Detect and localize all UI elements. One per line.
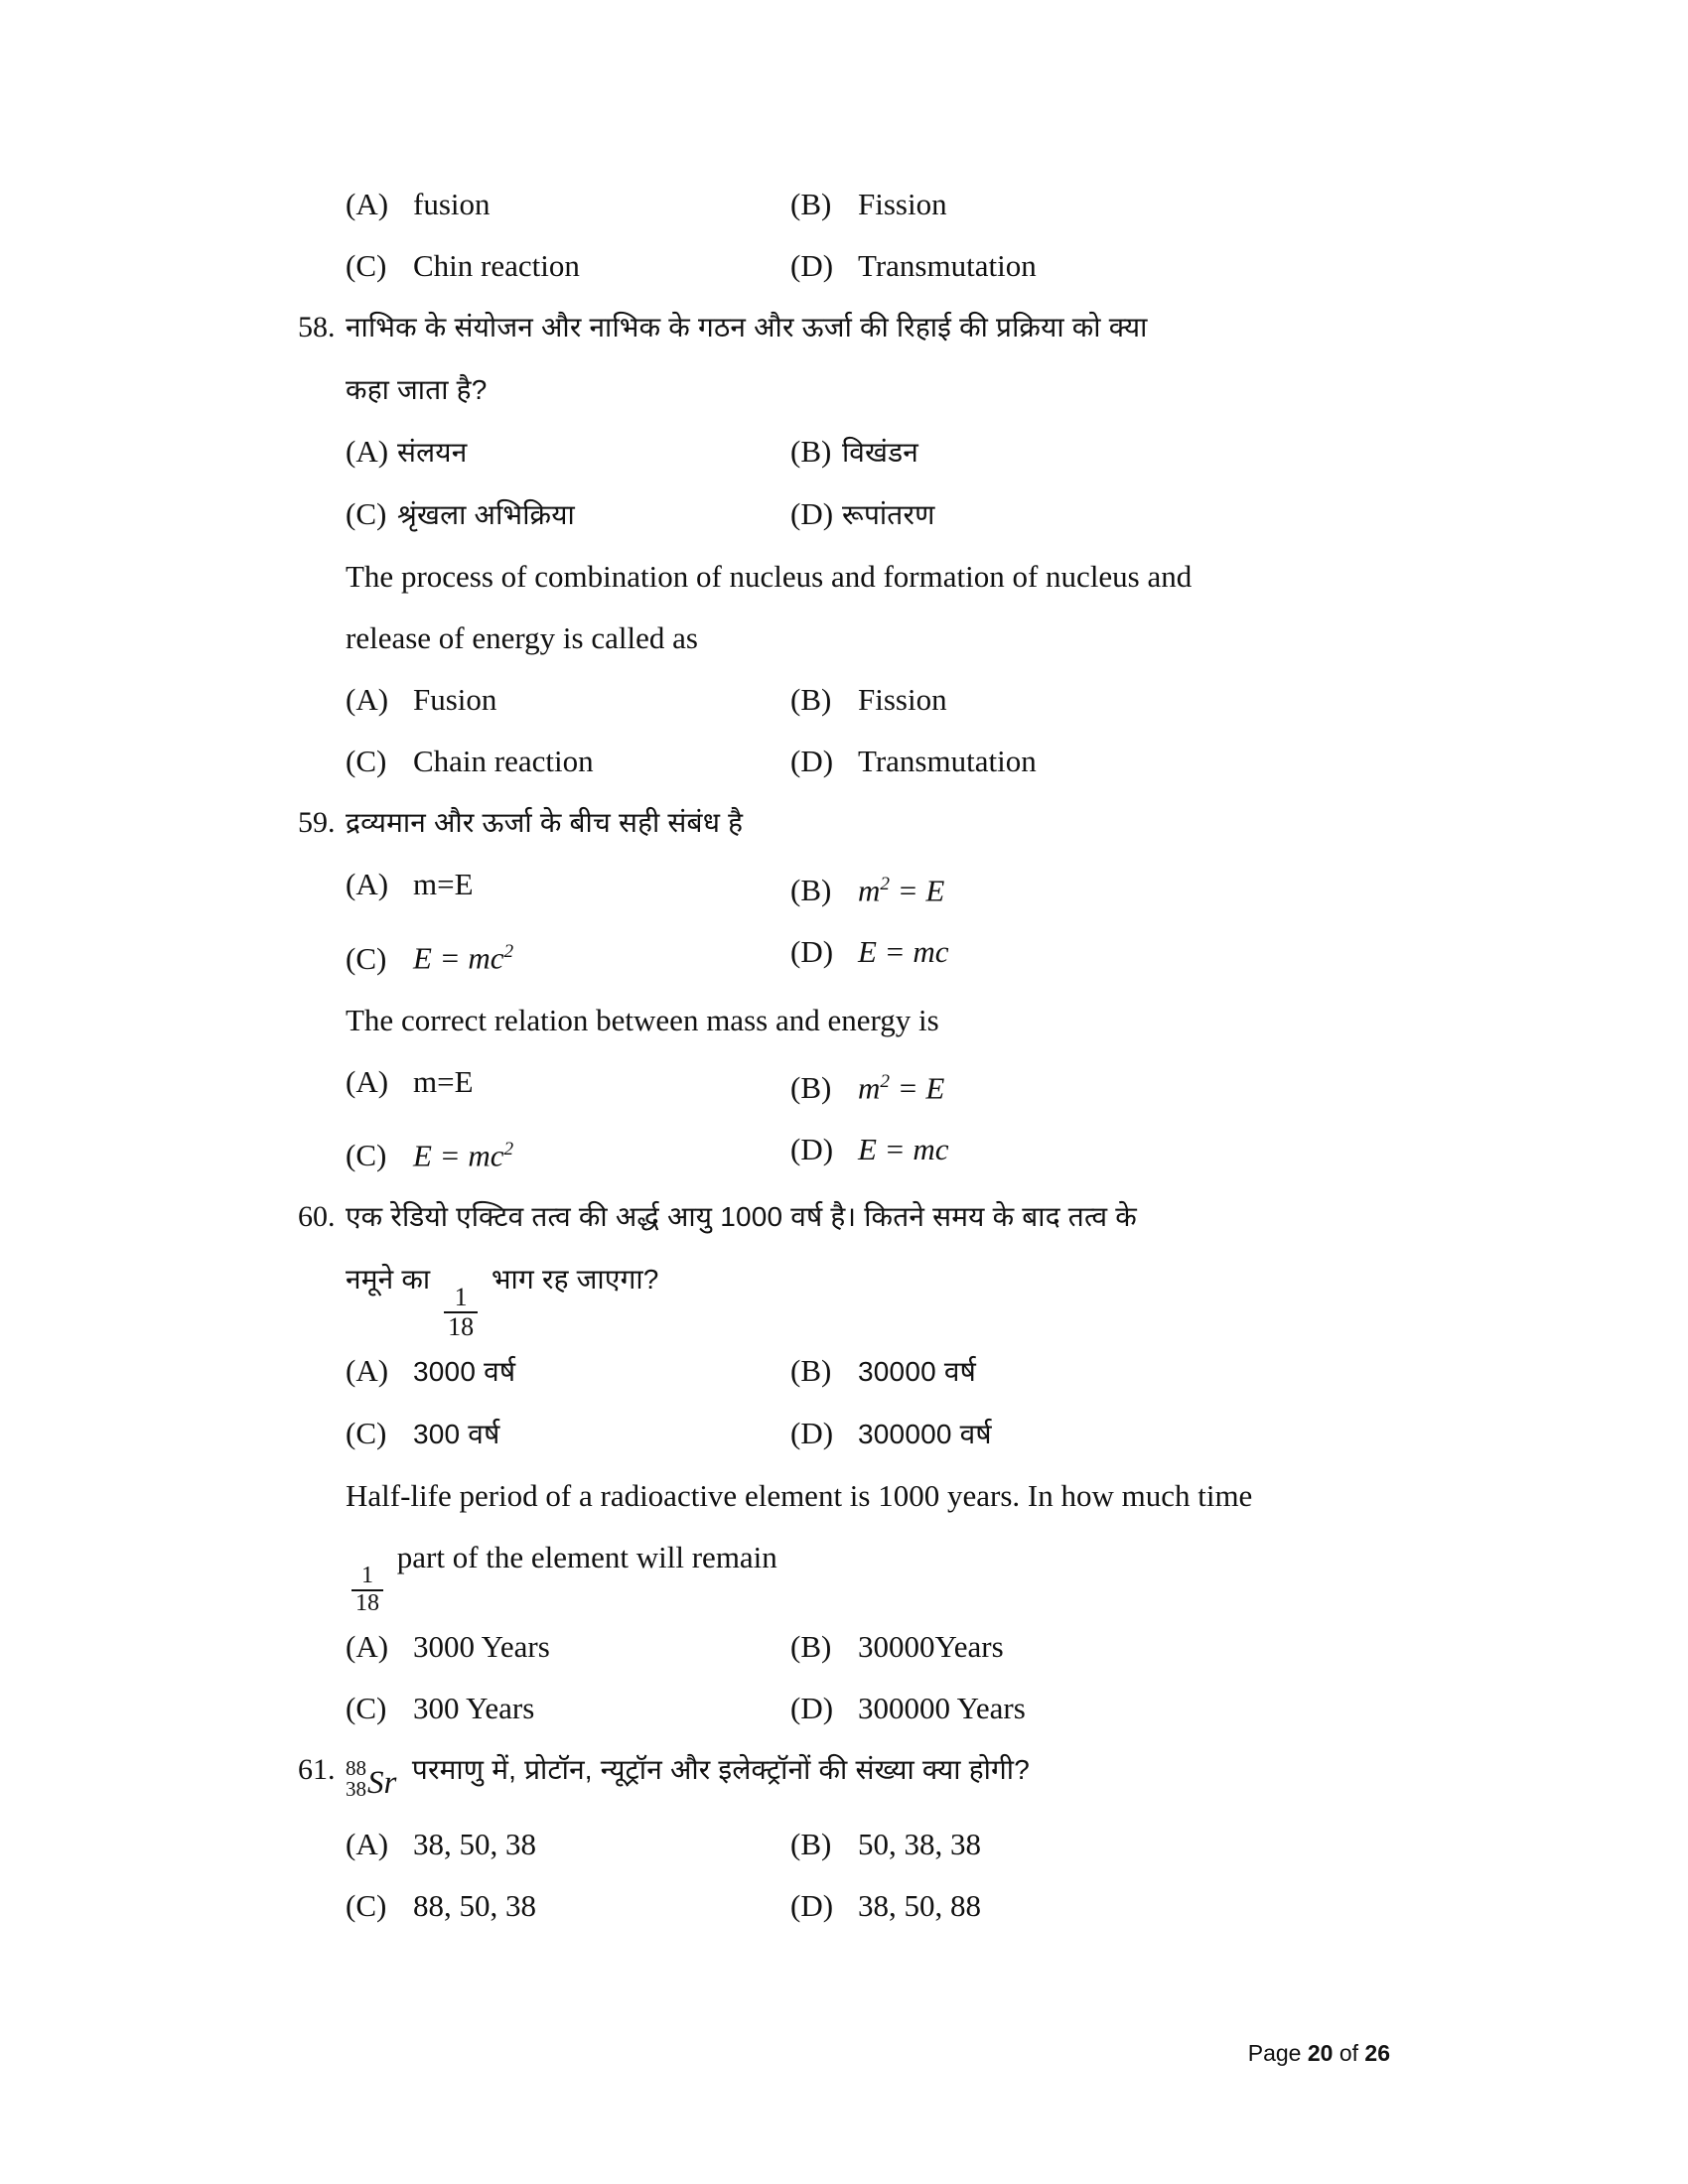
question-59-hindi-stem xyxy=(298,792,1390,854)
question-58-number: 58. xyxy=(298,311,336,343)
q61-option-d-tag: (D) xyxy=(790,1887,834,1923)
option-row xyxy=(298,174,1390,235)
fraction-numerator: 1 xyxy=(361,1563,373,1589)
q58-hindi-option-b-text: विखंडन xyxy=(842,437,919,468)
q59-english-option-b xyxy=(790,1051,1390,1119)
q60-english-option-d-text: 300000 Years xyxy=(858,1690,1026,1725)
isotope-notation-strontium xyxy=(346,1752,396,1814)
math-exponent: 2 xyxy=(503,1138,514,1160)
q60-hindi-option-c-text: 300 वर्ष xyxy=(413,1418,500,1449)
option-row xyxy=(298,483,1390,546)
q58-english-option-a xyxy=(346,669,790,731)
q59-hindi-option-a-tag: (A) xyxy=(346,867,389,901)
q58-english-option-b-text: Fission xyxy=(858,682,947,717)
fraction-denominator: 18 xyxy=(444,1311,478,1340)
q60-hindi-option-d xyxy=(790,1403,1390,1465)
fraction-numerator: 1 xyxy=(454,1283,468,1312)
q59-hindi-option-a xyxy=(346,854,790,921)
q60-english-option-a xyxy=(346,1616,790,1678)
option-row xyxy=(298,235,1390,297)
q59-english-option-a xyxy=(346,1051,790,1119)
q58-english-option-d xyxy=(790,731,1390,792)
q59-hindi-option-c xyxy=(346,921,790,989)
q59-english-option-c-text xyxy=(413,1119,513,1186)
option-row xyxy=(298,921,1390,989)
question-61-number: 61. xyxy=(298,1752,336,1786)
q59-english-option-a-text: m=E xyxy=(413,1063,474,1099)
q58-hindi-option-d-text: रूपांतरण xyxy=(842,499,935,530)
q61-option-b xyxy=(790,1814,1390,1875)
math-exponent: 2 xyxy=(503,941,514,963)
q58-hindi-option-c-tag: (C) xyxy=(346,496,387,531)
option-b-tag: (B) xyxy=(790,187,832,221)
question-58-english-line-1: The process of combination of nucleus and formation of nucleus and xyxy=(346,559,1193,594)
q59-hindi-option-b-tag: (B) xyxy=(790,873,832,908)
question-60-hindi-line-1: एक रेडियो एक्टिव तत्व की अर्द्ध आयु 1000 वर्ष है। कितने समय के बाद तत्व के xyxy=(346,1201,1138,1233)
math-base: E = mc xyxy=(413,1138,504,1173)
footer-prefix: Page xyxy=(1247,2040,1308,2066)
q60-hindi-option-d-tag: (D) xyxy=(790,1415,834,1450)
q58-english-option-b xyxy=(790,669,1390,731)
question-60-hindi-line-2-row xyxy=(298,1248,1390,1340)
page-footer xyxy=(1248,2040,1390,2067)
footer-total-pages: 26 xyxy=(1364,2040,1390,2066)
isotope-indices xyxy=(346,1755,366,1801)
question-59-english-line-1-row xyxy=(298,990,1390,1051)
option-row xyxy=(298,1119,1390,1186)
math-exponent: 2 xyxy=(880,874,890,894)
q59-english-option-b-text xyxy=(858,1051,944,1119)
option-a xyxy=(346,174,790,235)
question-58-english-line-1-row xyxy=(298,546,1390,608)
q58-english-option-c xyxy=(346,731,790,792)
q61-option-a xyxy=(346,1814,790,1875)
q59-hindi-option-b-text xyxy=(858,854,944,921)
footer-middle: of xyxy=(1333,2040,1365,2066)
fraction-one-eighteenth xyxy=(444,1284,478,1340)
q60-english-option-c-tag: (C) xyxy=(346,1690,387,1725)
option-b-text: Fission xyxy=(858,187,947,221)
q60-english-option-a-text: 3000 Years xyxy=(413,1628,550,1664)
question-60-english-line-2-row xyxy=(298,1527,1390,1616)
q60-hindi-option-d-text: 300000 वर्ष xyxy=(858,1418,992,1449)
q60-hindi-option-c-tag: (C) xyxy=(346,1415,387,1450)
q60-english-option-b xyxy=(790,1616,1390,1678)
option-row xyxy=(298,731,1390,792)
question-58-hindi-line-1: नाभिक के संयोजन और नाभिक के गठन और ऊर्जा की रिहाई की प्रक्रिया को क्या xyxy=(346,312,1148,342)
q60-hindi-option-a-text: 3000 वर्ष xyxy=(413,1355,516,1387)
option-d-tag: (D) xyxy=(790,248,834,283)
q60-english-option-c xyxy=(346,1678,790,1739)
q59-hindi-option-d-tag: (D) xyxy=(790,934,834,970)
q60-hindi-option-a xyxy=(346,1340,790,1403)
question-60-hindi-line-2-post: भाग रह जाएगा? xyxy=(491,1264,659,1296)
question-58-english-line-2: release of energy is called as xyxy=(346,620,698,655)
q61-option-b-tag: (B) xyxy=(790,1826,832,1861)
math-base: E = mc xyxy=(413,940,504,976)
q59-english-option-d xyxy=(790,1119,1390,1186)
option-row xyxy=(298,669,1390,731)
q59-hindi-option-c-text xyxy=(413,921,513,989)
option-d xyxy=(790,235,1390,297)
option-a-text: fusion xyxy=(413,187,491,221)
q58-hindi-option-d xyxy=(790,483,1390,546)
question-60-hindi-stem xyxy=(298,1186,1390,1248)
question-60-number: 60. xyxy=(298,1200,336,1234)
q61-option-c-text: 88, 50, 38 xyxy=(413,1887,536,1923)
q60-hindi-option-b xyxy=(790,1340,1390,1403)
q59-hindi-option-d xyxy=(790,921,1390,989)
math-base: m xyxy=(858,873,881,908)
math-base: m xyxy=(858,1069,881,1105)
q60-hindi-option-a-tag: (A) xyxy=(346,1352,389,1388)
q59-english-option-c xyxy=(346,1119,790,1186)
question-58 xyxy=(298,297,1390,792)
option-row xyxy=(298,854,1390,921)
q58-hindi-option-a xyxy=(346,421,790,483)
q59-english-option-d-text: E = mc xyxy=(858,1131,949,1166)
question-61-hindi-line-1: परमाणु में, प्रोटॉन, न्यूट्रॉन और इलेक्ट्रॉनों की संख्या क्या होगी? xyxy=(411,1753,1031,1785)
question-58-english-line-2-row xyxy=(298,608,1390,669)
math-exponent: 2 xyxy=(880,1070,890,1092)
question-60-english-line-2-post: part of the element will remain xyxy=(396,1539,777,1574)
question-58-hindi-stem xyxy=(298,297,1390,358)
isotope-atomic-number: 38 xyxy=(346,1776,366,1801)
question-61 xyxy=(298,1739,1390,1937)
option-row xyxy=(298,1814,1390,1875)
q60-english-option-d xyxy=(790,1678,1390,1739)
q58-hindi-option-a-text: संलयन xyxy=(397,437,468,468)
q58-hindi-option-a-tag: (A) xyxy=(346,434,389,469)
question-60 xyxy=(298,1186,1390,1739)
q58-english-option-a-tag: (A) xyxy=(346,682,389,717)
q59-english-option-d-tag: (D) xyxy=(790,1131,834,1166)
q58-english-option-a-text: Fusion xyxy=(413,682,497,717)
q60-hindi-option-b-text: 30000 वर्ष xyxy=(858,1355,976,1387)
option-c-tag: (C) xyxy=(346,248,387,283)
q60-english-option-b-tag: (B) xyxy=(790,1628,832,1664)
q61-option-a-tag: (A) xyxy=(346,1826,389,1861)
math-rest: = E xyxy=(890,1069,945,1105)
q61-option-c-tag: (C) xyxy=(346,1887,387,1923)
q58-hindi-option-d-tag: (D) xyxy=(790,496,834,531)
option-row xyxy=(298,1875,1390,1937)
fraction-denominator: 18 xyxy=(352,1589,383,1616)
option-row xyxy=(298,1051,1390,1119)
math-rest: = E xyxy=(890,873,945,908)
q58-english-option-b-tag: (B) xyxy=(790,682,832,717)
question-59-hindi-line-1: द्रव्यमान और ऊर्जा के बीच सही संबंध है xyxy=(346,807,744,838)
q58-hindi-option-c xyxy=(346,483,790,546)
question-60-hindi-line-2-pre: नमूने का xyxy=(346,1264,431,1296)
q59-hindi-option-c-tag: (C) xyxy=(346,940,387,976)
footer-current-page: 20 xyxy=(1307,2040,1334,2066)
q59-hindi-option-b xyxy=(790,854,1390,921)
q58-hindi-option-b xyxy=(790,421,1390,483)
option-row xyxy=(298,1616,1390,1678)
q58-english-option-c-tag: (C) xyxy=(346,744,387,778)
question-60-english-line-1-row xyxy=(298,1465,1390,1527)
question-58-hindi-line-2-row xyxy=(298,358,1390,421)
question-61-hindi-stem xyxy=(298,1739,1390,1814)
q61-option-a-text: 38, 50, 38 xyxy=(413,1826,536,1861)
option-row xyxy=(298,1403,1390,1465)
option-c xyxy=(346,235,790,297)
option-b xyxy=(790,174,1390,235)
option-d-text: Transmutation xyxy=(858,248,1037,283)
q58-english-option-d-tag: (D) xyxy=(790,744,834,778)
q61-option-d-text: 38, 50, 88 xyxy=(858,1887,981,1923)
q59-english-option-b-tag: (B) xyxy=(790,1069,832,1105)
option-c-text: Chin reaction xyxy=(413,248,580,283)
question-59-english-line-1: The correct relation between mass and energy is xyxy=(346,1002,939,1037)
option-row xyxy=(298,421,1390,483)
q59-hindi-option-a-text: m=E xyxy=(413,867,474,901)
q60-english-option-a-tag: (A) xyxy=(346,1628,389,1664)
q58-english-option-c-text: Chain reaction xyxy=(413,744,594,778)
q58-english-option-d-text: Transmutation xyxy=(858,744,1037,778)
isotope-symbol: Sr xyxy=(367,1764,397,1801)
q61-option-c xyxy=(346,1875,790,1937)
q61-option-b-text: 50, 38, 38 xyxy=(858,1826,981,1861)
option-row xyxy=(298,1678,1390,1739)
option-row xyxy=(298,1340,1390,1403)
fraction-one-eighteenth xyxy=(352,1564,383,1615)
question-59-number: 59. xyxy=(298,806,336,839)
question-59 xyxy=(298,792,1390,1186)
q60-english-option-b-text: 30000Years xyxy=(858,1628,1004,1664)
question-60-english-line-1: Half-life period of a radioactive element is 1000 years. In how much time xyxy=(346,1477,1253,1513)
q58-hindi-option-c-text: श्रृंखला अभिक्रिया xyxy=(397,499,575,530)
q59-hindi-option-d-text: E = mc xyxy=(858,934,949,970)
q59-english-option-c-tag: (C) xyxy=(346,1138,387,1173)
q58-hindi-option-b-tag: (B) xyxy=(790,434,832,469)
q60-hindi-option-b-tag: (B) xyxy=(790,1352,832,1388)
question-58-hindi-line-2: कहा जाता है? xyxy=(346,374,488,405)
q61-option-d xyxy=(790,1875,1390,1937)
q59-english-option-a-tag: (A) xyxy=(346,1063,389,1099)
q60-english-option-d-tag: (D) xyxy=(790,1690,834,1725)
isotope-mass-number: 88 xyxy=(346,1755,366,1780)
q60-hindi-option-c xyxy=(346,1403,790,1465)
q60-english-option-c-text: 300 Years xyxy=(413,1690,535,1725)
option-a-tag: (A) xyxy=(346,187,389,221)
